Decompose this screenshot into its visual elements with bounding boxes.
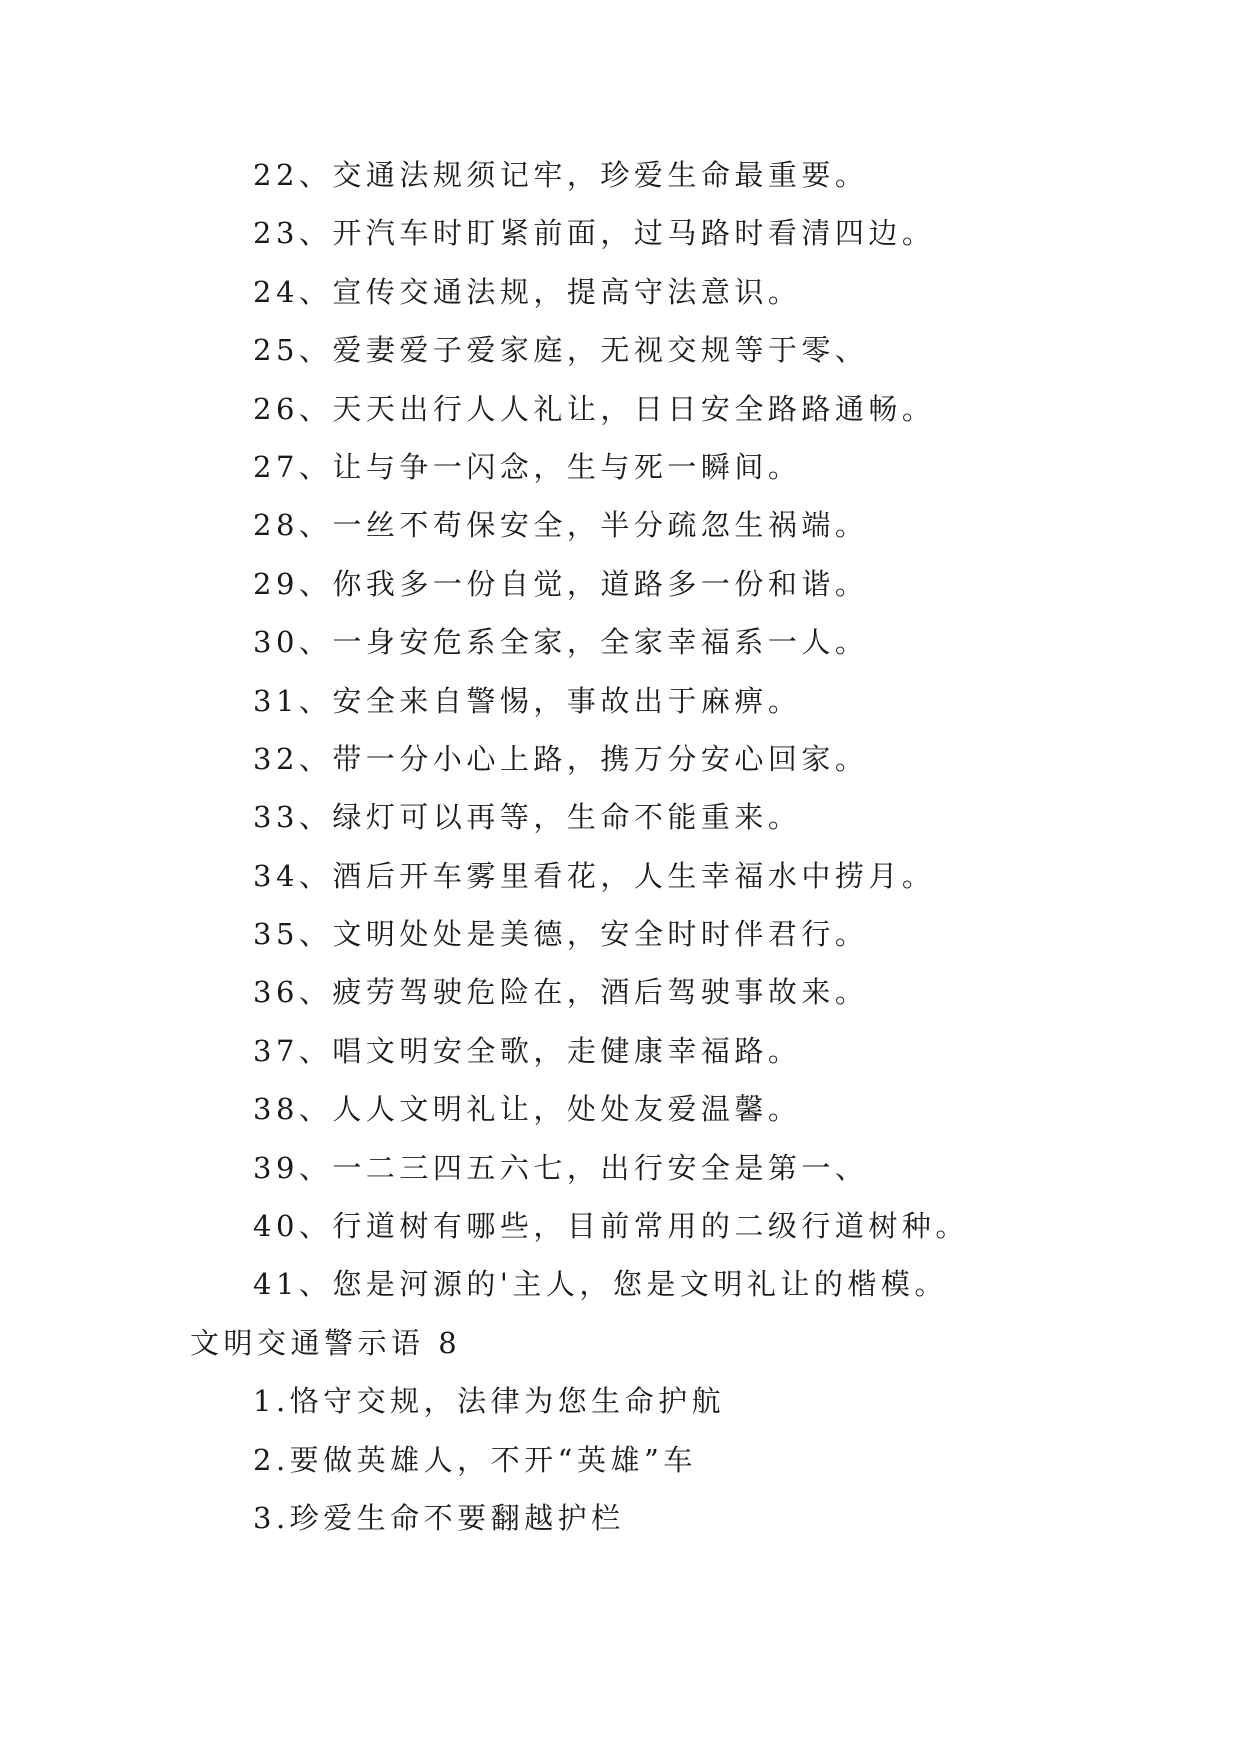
list-item: 36、疲劳驾驶危险在，酒后驾驶事故来。: [253, 975, 869, 1010]
list-item: 38、人人文明礼让，处处友爱温馨。: [253, 1092, 802, 1127]
list-item: 34、酒后开车雾里看花，人生幸福水中捞月。: [253, 858, 936, 893]
list-item: 41、您是河源的'主人，您是文明礼让的楷模。: [253, 1267, 948, 1302]
list-item: 32、带一分小心上路，携万分安心回家。: [253, 741, 869, 776]
list-item: 23、开汽车时盯紧前面，过马路时看清四边。: [253, 216, 936, 251]
list-item: 3.珍爱生命不要翻越护栏: [253, 1500, 625, 1535]
list-item: 37、唱文明安全歌，走健康幸福路。: [253, 1033, 802, 1068]
list-item: 39、一二三四五六七，出行安全是第一、: [253, 1150, 869, 1185]
list-item: 28、一丝不苟保安全，半分疏忽生祸端。: [253, 508, 869, 543]
list-item: 40、行道树有哪些，目前常用的二级行道树种。: [253, 1209, 969, 1244]
list-item: 31、安全来自警惕，事故出于麻痹。: [253, 683, 802, 718]
list-item: 26、天天出行人人礼让，日日安全路路通畅。: [253, 391, 936, 426]
list-item: 33、绿灯可以再等，生命不能重来。: [253, 800, 802, 835]
document-body: [0, 146, 1241, 1547]
section-heading: 文明交通警示语 8: [190, 1325, 462, 1360]
list-item: 27、让与争一闪念，生与死一瞬间。: [253, 449, 802, 484]
list-item: 24、宣传交通法规，提高守法意识。: [253, 274, 802, 309]
list-item: 2.要做英雄人，不开“英雄”车: [253, 1442, 697, 1477]
list-item: 25、爱妻爱子爱家庭，无视交规等于零、: [253, 333, 869, 368]
list-item: 30、一身安危系全家，全家幸福系一人。: [253, 625, 869, 660]
list-item: 35、文明处处是美德，安全时时伴君行。: [253, 917, 869, 952]
list-item: 1.恪守交规，法律为您生命护航: [253, 1384, 726, 1419]
list-item: 29、你我多一份自觉，道路多一份和谐。: [253, 566, 869, 601]
list-item: 22、交通法规须记牢，珍爱生命最重要。: [253, 158, 869, 192]
